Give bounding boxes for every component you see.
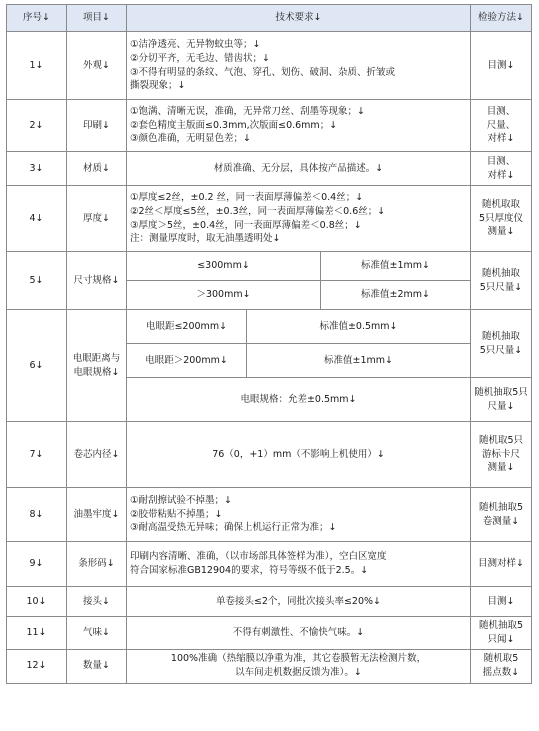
req-line: ③耐高温受热无异味；确保上机运行正常为准；↓	[130, 522, 337, 534]
row-no: 1↓	[7, 32, 67, 100]
req-line: ①厚度≤2丝，±0.2 丝，同一表面厚薄偏差＜0.4丝；↓	[130, 191, 364, 203]
method-line: 测量↓	[487, 226, 515, 238]
row-method	[471, 252, 532, 310]
table-row	[7, 488, 532, 542]
method-line: 随机取5只	[478, 434, 524, 446]
row-method	[471, 649, 532, 683]
row-no: 9↓	[7, 542, 67, 587]
method-line: 随机取5	[483, 653, 519, 665]
row-method	[471, 542, 532, 587]
req-line: ③厚度＞5丝，±0.4丝，同一表面厚薄偏差＜0.8丝；↓	[130, 219, 362, 231]
req-line: ②2丝＜厚度≤5丝，±0.3丝，同一表面厚薄偏差＜0.6丝；↓	[130, 205, 386, 217]
method-line: 对样↓	[487, 133, 515, 145]
table-row	[7, 649, 532, 683]
row-item: 电眼距离与电眼规格↓	[67, 310, 127, 422]
req-line: ①饱满、清晰无误，准确，无异常刀丝、刮墨等现象；↓	[130, 105, 365, 117]
row-method	[471, 422, 532, 488]
row-method	[471, 587, 532, 617]
row-item: 材质↓	[67, 152, 127, 186]
row-requirement	[127, 542, 471, 587]
table-row	[7, 152, 532, 186]
row-requirement	[127, 32, 471, 100]
table-row	[7, 310, 532, 344]
condition-cell: 电眼距≤200mm↓	[127, 310, 247, 344]
method-line: 5只厚度仪	[478, 212, 524, 224]
method-line: 目测↓	[487, 595, 515, 607]
row-requirement	[127, 617, 471, 650]
method-line: 5只尺量↓	[479, 344, 523, 356]
req-line: ②分切平齐，无毛边、错齿状；↓	[130, 52, 270, 64]
row-no: 2↓	[7, 100, 67, 152]
method-line: 目测、	[486, 155, 516, 167]
row-item: 卷芯内径↓	[67, 422, 127, 488]
row-no: 10↓	[7, 587, 67, 617]
tolerance-cell: 标准值±0.5mm↓	[247, 310, 471, 344]
table-header-row	[7, 5, 532, 32]
method-line: 随机抽取	[481, 267, 520, 279]
row-requirement	[127, 186, 471, 252]
row-item: 接头↓	[67, 587, 127, 617]
header-no: 序号↓	[7, 5, 67, 32]
req-line: 印刷内容清晰、准确，（以市场部具体签样为准），空白区宽度	[130, 551, 387, 563]
row-item: 印刷↓	[67, 100, 127, 152]
method-line: 摇点数↓	[482, 667, 520, 679]
table-row	[7, 252, 532, 281]
row-no: 11↓	[7, 617, 67, 650]
row-item: 油墨牢度↓	[67, 488, 127, 542]
tolerance-cell: 标准值±1mm↓	[321, 252, 471, 281]
method-line: 随机抽取5	[478, 620, 524, 631]
condition-cell: ＞300mm↓	[127, 281, 321, 310]
req-line: ①洁净透亮、无异物蚊虫等；↓	[130, 38, 261, 50]
row-method	[471, 310, 532, 378]
row-no: 8↓	[7, 488, 67, 542]
req-line: 注：测量厚度时，取无油墨透明处↓	[130, 233, 281, 245]
method-line: 尺量、	[486, 119, 516, 131]
row-method	[471, 617, 532, 650]
row-item: 尺寸规格↓	[67, 252, 127, 310]
table-row	[7, 186, 532, 252]
req-line: 材质准确、无分层，具体按产品描述。↓	[213, 162, 384, 174]
row-no: 12↓	[7, 649, 67, 683]
row-requirement	[127, 649, 471, 683]
req-line: ②胶带粘贴不掉墨；↓	[130, 508, 223, 520]
table-row	[7, 542, 532, 587]
condition-cell: 电眼距＞200mm↓	[127, 344, 247, 378]
req-line: 76（0，+1）mm（不影响上机使用）↓	[212, 448, 385, 460]
table-row	[7, 422, 532, 488]
header-item: 项目↓	[67, 5, 127, 32]
method-line: 随机取取	[481, 198, 520, 210]
row-requirement	[127, 100, 471, 152]
row-no: 3↓	[7, 152, 67, 186]
row-no: 5↓	[7, 252, 67, 310]
row-method	[471, 100, 532, 152]
row-requirement	[127, 422, 471, 488]
row-item: 外观↓	[67, 32, 127, 100]
row-item: 条形码↓	[67, 542, 127, 587]
method-line: 目测↓	[487, 59, 515, 71]
header-requirement: 技术要求↓	[127, 5, 471, 32]
row-requirement	[127, 587, 471, 617]
method-line: 只闻↓	[487, 633, 515, 645]
method-line: 目测对样↓	[478, 558, 524, 570]
req-line: 不得有刺激性、不愉快气味。↓	[232, 626, 365, 638]
row-method	[471, 152, 532, 186]
row-no: 7↓	[7, 422, 67, 488]
table-row	[7, 100, 532, 152]
method-line: 尺量↓	[487, 400, 515, 412]
req-line: 以车间走机数据反馈为准）。↓	[235, 667, 362, 679]
row-requirement	[127, 488, 471, 542]
header-method: 检验方法↓	[471, 5, 532, 32]
row-method	[471, 186, 532, 252]
condition-cell: ≤300mm↓	[127, 252, 321, 281]
method-line: 测量↓	[487, 462, 515, 474]
technical-requirements-table	[6, 4, 532, 684]
req-line: ②套色精度主版面≤0.3mm,次版面≤0.6mm；↓	[130, 119, 338, 131]
method-line: 目测、	[486, 105, 516, 117]
method-line: 随机抽取5	[478, 501, 524, 513]
req-line: 单卷接头≤2个，同批次接头率≤20%↓	[215, 595, 382, 607]
method-line: 5只尺量↓	[479, 281, 523, 293]
method-line: 随机抽取5只	[474, 386, 528, 398]
row-item: 数量↓	[67, 649, 127, 683]
req-line: ③不得有明显的条纹、气泡、穿孔、划伤、破洞、杂质、折皱或	[130, 66, 396, 78]
req-line: 100%准确（热缩膜以净重为准，其它卷膜暂无法检测片数，	[170, 653, 427, 665]
req-line: ③颜色准确，无明显色差；↓	[130, 133, 251, 145]
row-item: 气味↓	[67, 617, 127, 650]
row-item: 厚度↓	[67, 186, 127, 252]
method-line: 随机抽取	[481, 330, 520, 342]
req-line: 撕裂现象；↓	[130, 80, 186, 92]
method-line: 卷测量↓	[482, 515, 520, 527]
method-line: 游标卡尺	[481, 448, 520, 460]
table-row	[7, 587, 532, 617]
req-line: ①耐刮擦试验不掉墨；↓	[130, 494, 232, 506]
row-method	[471, 488, 532, 542]
row-method	[471, 32, 532, 100]
table-row	[7, 32, 532, 100]
row-method	[471, 378, 532, 422]
row-no: 4↓	[7, 186, 67, 252]
tolerance-cell: 标准值±1mm↓	[247, 344, 471, 378]
req-line: 符合国家标准GB12904的要求，符号等级不低于2.5。↓	[130, 565, 369, 576]
method-line: 对样↓	[487, 169, 515, 181]
spec-cell: 电眼规格：允差±0.5mm↓	[127, 378, 471, 422]
row-requirement	[127, 152, 471, 186]
row-no: 6↓	[7, 310, 67, 422]
tolerance-cell: 标准值±2mm↓	[321, 281, 471, 310]
table-row	[7, 617, 532, 650]
